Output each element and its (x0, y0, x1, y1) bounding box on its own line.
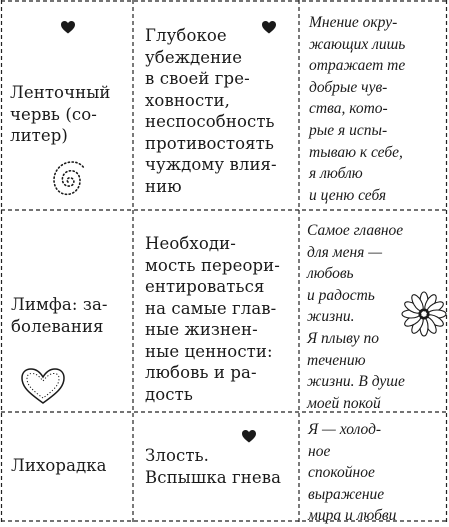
affirmation-cell: Мнение окру- жающих лишь отражает те добрые чув- ства, кото- рые я испы- тываю к себе, я люблю и ценю себя (309, 14, 406, 204)
daisy-flower-icon (400, 290, 448, 338)
heart-icon (61, 21, 75, 34)
cause-cell: Необходи- мость переори- ентироваться на самые глав- ные жизнен- ные ценности: любовь и ра- дость (145, 234, 280, 404)
spiral-doodle-icon (48, 158, 88, 204)
affirmation-cell: Я — холод- ное спокойное выражение мира и любви (308, 421, 397, 525)
affirmation-cell: Самое главное для меня — любовь и радость жизни. Я плыву по течению жизни. В душе моей покой (307, 222, 405, 412)
term-cell: Ленточный червь (со- литер) (10, 83, 111, 145)
heart-icon (242, 430, 256, 443)
term-cell: Лимфа: за- болевания (11, 295, 108, 336)
cause-cell: Глубокое убеждение в своей гре- ховности, неспособность противостоять чуждому влия- нию (145, 26, 277, 196)
heart-icon (262, 21, 276, 34)
term-cell: Лихорадка (11, 456, 107, 475)
cause-cell: Злость. Вспышка гнева (145, 446, 282, 487)
outline-heart-icon (20, 367, 66, 405)
